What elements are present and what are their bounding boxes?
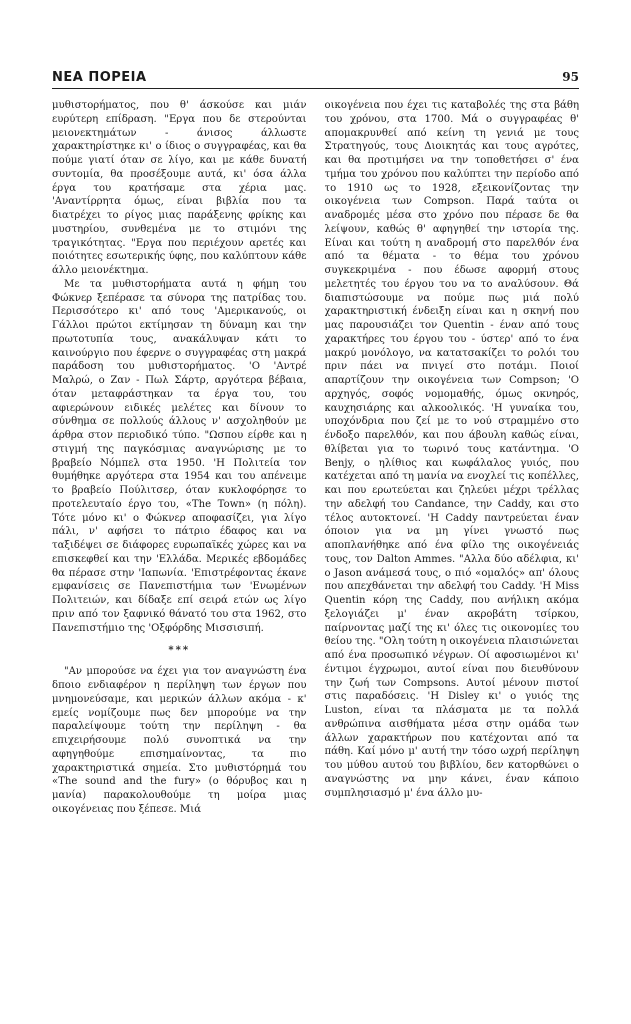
paragraph: Με τα μυθιστορήματα αυτά η φήμη του Φώκνερ ξεπέρασε τα σύνορα της πατρίδας του. Περισσότερο κι' από τους 'Αμερικανούς, οι Γάλλοι πρώτοι εκτίμησαν τη δύναμη και την πρωτοτυπία τους, ανακάλυψαν κάτι το καινούργιο που έφερνε ο συγγραφέας στη μακρά παράδοση του μυθιστορήματος. 'Ο 'Αντρέ Μαλρώ, ο Ζαν - Πωλ Σάρτρ, αργότερα βέβαια, όταν μεταφράστηκαν τα έργα του, του αφιερώνουν ειδικές μελέτες και δίνουν το σύνθημα σε πολλούς άλλους ν' ασχοληθούν με άρθρα στον περιοδικό τύπο. "Ωσπου είρθε και η στιγμή της παγκόσμιας αναγνώρισης με το βραβείο Νόμπελ στα 1950. 'Η Πολιτεία τον θυμήθηκε αργότερα στα 1954 και του απένειμε το βραβείο Πούλιτσερ, όταν κυκλοφόρησε το προτελευταίο έργο του, «The Town» (η πόλη). Τότε μόνο κι' ο Φώκνερ αποφασίζει, για λίγο πάλι, ν' αφήσει το πάτριο έδαφος και να ταξιδέψει σε διάφορες ευρωπαϊκές χώρες και να επισκεφθεί και την 'Ελλάδα. Μερικές εβδομάδες θα πέρασε στην 'Ιαπωνία. 'Επιστρέφοντας έκανε εμφανίσεις σε Πανεπιστήμια των 'Ενωμένων Πολιτειών, και δίδαξε επί σειρά ετών ως λίγο πριν από τον ξαφνικό θάνατό του στα 1962, στο Πανεπιστήμιο της 'Οξφόρδης Μισσισιπή. bbox=[52, 278, 307, 634]
paragraph: οικογένεια που έχει τις καταβολές της στα βάθη του χρόνου, στα 1700. Μά ο συγγραφέας θ' απομακρυνθεί από κείνη τη γενιά με τους Στρατηγούς, τους Διοικητάς και τους αγρότες, και θα προτιμήσει να την τοποθετήσει σ' ένα τμήμα του χρόνου που καλύπτει την περίοδο από το 1910 ως το 1928, εξεικονίζοντας την οικογένεια των Compson. Παρά ταύτα οι αναδρομές μέσα στο χρόνο που πέρασε δε θα λείψουν, καθώς θ' αφηγηθεί την ιστορία της. Είναι και τούτη η αναδρομή στο παρελθόν ένα από τα θέματα - το θέμα του χρόνου συγκεκριμένα - που έδωσε αφορμή στους μελετητές του έργου του να το αναλύσουν. Θά διαπιστώσουμε να πούμε πως μιά πολύ χαρακτηριστική ένδειξη είναι και η σκηνή που μας παρουσιάζει τον Quentin - έναν από τους χαρακτήρες του έργου του - ύστερ' από το ένα μακρύ μονόλογο, να κατατσακίζει το ρολόι του πριν πάει να πνιγεί στο ποτάμι. Ποιοί απαρτίζουν την οικογένεια των Compson; 'Ο αρχηγός, σοφός νομομαθής, όμως οκνηρός, καυχησιάρης και αλκοολικός. 'Η γυναίκα του, υποχόνδρια που ζεί με το νού στραμμένο στο ένδοξο παρελθόν, και που άβουλη καθώς είναι, θλίβεται για το τωρινό τους κατάντημα. 'Ο Benjy, ο ηλίθιος και κωφάλαλος γυιός, που κατέχεται από τη μανία να ενοχλεί τις κοπέλλες, και που ερωτεύεται και ζηλεύει μέχρι τρέλλας την αδελφή του Candance, την Caddy, και στο τέλος αυτοκτονεί. 'Η Caddy παντρεύεται έναν όποιον για να μη γίνει γνωστό πως αποπλανήθηκε από ένα φίλο της οικογένειάς τους, τον Dalton Ammes. "Αλλα δύο αδέλφια, κι' ο Jason ανάμεσά τους, ο πιό «ομαλός» απ' όλους που απεχθάνεται την αδελφή του Caddy. 'Η Miss Quentin κόρη της Caddy, που ανήλικη ακόμα ξελογιάζει μ' έναν ακροβάτη τσίρκου, παίρνοντας μαζί της κι' όλες τις οικονομίες του θείου της. "Ολη τούτη η οικογένεια πλαισιώνεται από ένα προσωπικό νέγρων. Οί αφοσιωμένοι κι' έντιμοι έγχρωμοι, αυτοί είναι που διευθύνουν την ζωή των Compsons. Αυτοί μένουν πιστοί στις παραδόσεις. 'Η Disley κι' ο γυιός της Luston, είναι τα πλάσματα με τα πολλά ανθρώπινα αισθήματα μέσα στην ομάδα των άλλων χαρακτήρων που κατέχονται από τα πάθη. Καί μόνο μ' αυτή την τόσο ωχρή περίληψη του μύθου αυτού του βιβλίου, δεν κατορθώνει ο αναγνώστης να μην κάνει, έναν κάποιο συμπλησιασμό μ' ένα άλλο μυ- bbox=[324, 100, 579, 799]
paragraph: μυθιστορήματος, που θ' άσκούσε και μιάν ευρύτερη επίδραση. "Εργα που δε στερούνται μειονεκτημάτων - άνισος άλλωστε χαρακτηρίστηκε κι' ο ίδιος ο συγγραφέας, και θα πούμε γιατί όταν σε λίγο, και με κάθε δυνατή συντομία, θα προσέξουμε αυτά, κι' όσα άλλα έργα του κρατήσαμε στα χέρια μας. 'Αναντίρρητα όμως, είναι βιβλία που τα διατρέχει το ρίγος μιας παράξενης φρίκης και μυστηρίου, συνθεμένα με το στιμόνι της τραγικότητας. "Εργα που περιέχουν αρετές και ποιότητες εσωτερικής ύφης, που καλύπτουν κάθε άλλο μειονέκτημα. bbox=[52, 100, 307, 276]
right-column bbox=[325, 99, 580, 817]
text-columns bbox=[52, 99, 579, 817]
journal-title: ΝΕΑ ΠΟΡΕΙΑ bbox=[52, 70, 147, 85]
page-number: 95 bbox=[562, 70, 579, 84]
running-header bbox=[52, 70, 579, 89]
paragraph: "Αν μπορούσε να έχει για τον αναγνώστη ένα δποιο ενδιαφέρον η περίληψη των έργων που μνημονεύσαμε, και μερικών άλλων ακόμα - κ' εμείς νομίζουμε πως δεν μπορούμε να την παραλείψουμε τούτη την περίληψη - θα επιχειρήσουμε πολύ συνοπτικά να την αφηγηθούμε επισημαίνοντας, τα πιο χαρακτηριστικά σημεία. Στο μυθιστόρημά του «The sound and the fury» (ο θόρυβος και η μανία) παρακολουθούμε τη μοίρα μιας οικογένειας που ξέπεσε. Μιά bbox=[52, 666, 307, 815]
section-separator: *** bbox=[168, 645, 191, 657]
left-column bbox=[52, 99, 307, 817]
